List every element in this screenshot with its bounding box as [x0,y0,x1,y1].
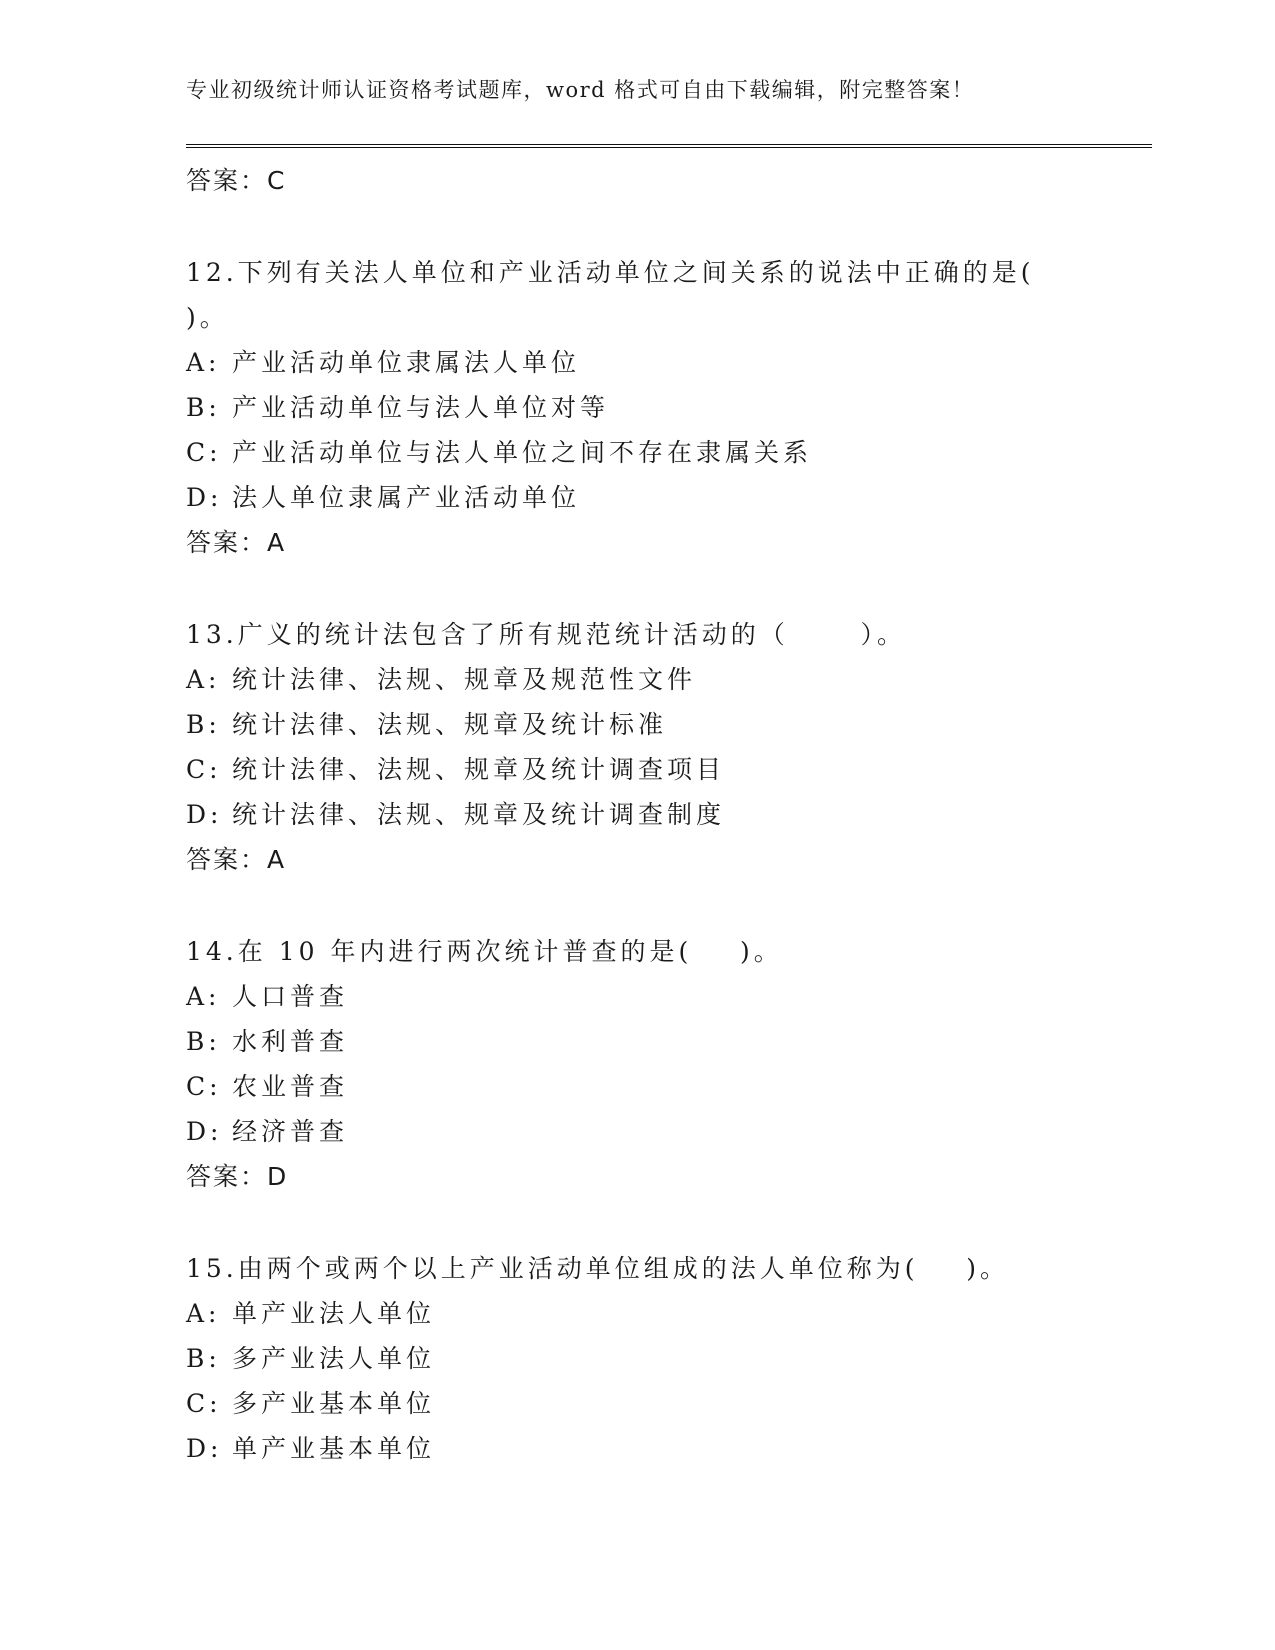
option-letter: A: [186,1299,221,1328]
option-letter: B: [186,710,221,739]
option-b [186,1336,1086,1381]
option-text: 法人单位隶属产业活动单位 [232,483,581,512]
answer-label: 答案： [186,528,268,557]
answer-line [186,158,1086,203]
option-text: 产业活动单位与法人单位对等 [232,393,610,422]
option-letter: D: [186,1434,223,1463]
option-text: 农业普查 [232,1072,349,1101]
option-letter: D: [186,800,223,829]
page-header: 专业初级统计师认证资格考试题库，word 格式可自由下载编辑，附完整答案！ [186,78,975,102]
answer-value: C [267,166,287,195]
question-stem: 12.下列有关法人单位和产业活动单位之间关系的说法中正确的是( [186,258,1035,287]
question-stem: 14.在 10 年内进行两次统计普查的是( )。 [186,937,783,966]
option-letter: A: [186,982,221,1011]
option-text: 人口普查 [232,982,349,1011]
answer-value: A [267,845,287,874]
option-a [186,1291,1086,1336]
option-c [186,430,1086,475]
question-12 [186,250,1086,565]
option-d [186,1426,1086,1471]
answer-label: 答案： [186,166,268,195]
option-c [186,747,1086,792]
option-d [186,1109,1086,1154]
option-d [186,475,1086,520]
option-letter: C: [186,438,222,467]
question-stem: )。 [186,303,229,332]
option-text: 统计法律、法规、规章及规范性文件 [232,665,697,694]
option-letter: B: [186,393,221,422]
option-text: 统计法律、法规、规章及统计标准 [232,710,668,739]
option-text: 单产业基本单位 [232,1434,436,1463]
option-text: 水利普查 [232,1027,349,1056]
option-a [186,974,1086,1019]
option-text: 多产业基本单位 [232,1389,436,1418]
answer-value: D [267,1162,289,1191]
answer-label: 答案： [186,1162,268,1191]
option-a [186,340,1086,385]
answer-line [186,837,1086,882]
question-stem: 15.由两个或两个以上产业活动单位组成的法人单位称为( )。 [186,1254,1010,1283]
option-text: 产业活动单位隶属法人单位 [232,348,581,377]
option-letter: D: [186,1117,223,1146]
option-text: 统计法律、法规、规章及统计调查制度 [232,800,726,829]
option-letter: D: [186,483,223,512]
answer-label: 答案： [186,845,268,874]
option-b [186,1019,1086,1064]
option-d [186,792,1086,837]
answer-line [186,1154,1086,1199]
option-letter: B: [186,1027,221,1056]
option-letter: A: [186,348,221,377]
option-letter: C: [186,1389,222,1418]
option-text: 统计法律、法规、规章及统计调查项目 [232,755,726,784]
option-text: 单产业法人单位 [232,1299,436,1328]
option-letter: C: [186,1072,222,1101]
header-rule [186,144,1152,148]
question-15 [186,1246,1086,1471]
option-a [186,657,1086,702]
document-body [186,158,1086,1471]
answer-value: A [267,528,287,557]
option-c [186,1381,1086,1426]
option-c [186,1064,1086,1109]
question-stem: 13.广义的统计法包含了所有规范统计活动的（ ）。 [186,620,906,649]
question-13 [186,612,1086,882]
answer-line [186,520,1086,565]
option-b [186,702,1086,747]
question-14 [186,929,1086,1199]
option-b [186,385,1086,430]
option-letter: A: [186,665,221,694]
option-letter: C: [186,755,222,784]
option-text: 产业活动单位与法人单位之间不存在隶属关系 [232,438,813,467]
option-text: 多产业法人单位 [232,1344,436,1373]
option-text: 经济普查 [232,1117,349,1146]
option-letter: B: [186,1344,221,1373]
